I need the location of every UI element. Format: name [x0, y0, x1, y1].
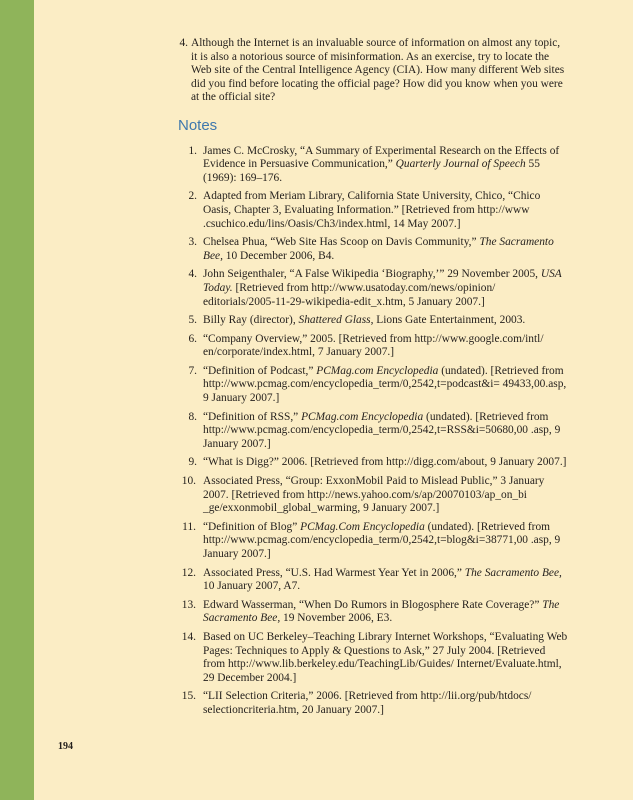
note-item: [181, 236, 568, 263]
note-number: 14.: [181, 630, 196, 643]
note-title: USA Today.: [203, 268, 562, 294]
note-text: Billy Ray (director),: [203, 314, 299, 327]
note-text-end: 55 (1969): 169–176.: [203, 158, 540, 184]
note-text-end: (undated). [Retrieved from http://www.pcmag.com/encyclopedia_term/0,2542,t=blog&i=38771,00 .asp, 9 January 2007.]: [203, 520, 561, 560]
note-title: PCMag.com Encyclopedia: [301, 410, 424, 423]
note-title: The Sacramento Bee,: [464, 566, 562, 579]
note-item: [181, 690, 568, 717]
notes-list: [181, 145, 568, 718]
note-item: [181, 521, 568, 562]
note-number: 6.: [188, 332, 197, 345]
note-title: PCMag.com Encyclopedia: [316, 364, 439, 377]
note-item: [181, 456, 568, 470]
notes-heading: Notes: [178, 116, 218, 134]
exercise-item: [178, 37, 568, 105]
note-item: [181, 475, 568, 516]
note-number: 1.: [188, 144, 197, 157]
note-item: [181, 190, 568, 231]
page-number: 194: [58, 741, 73, 752]
note-text: “What is Digg?” 2006. [Retrieved from http://digg.com/about, 9 January 2007.]: [203, 456, 567, 469]
note-title: Quarterly Journal of Speech: [395, 158, 526, 171]
note-item: [181, 599, 568, 626]
note-title: Shattered Glass: [298, 314, 371, 327]
note-text-end: 10 December 2006, B4.: [222, 249, 335, 262]
note-title: The Sacramento Bee,: [203, 236, 554, 262]
note-text-end: , Lions Gate Entertainment, 2003.: [370, 314, 526, 327]
note-text: Based on UC Berkeley–Teaching Library Internet Workshops, “Evaluating Web Pages: Techniques to Apply & Questions to Ask,” 27 July 2004. [Retrieved from http://www.lib.berkeley.edu/TeachingLib/Guides/ Internet/Evaluate.html, 29 December 2004.]: [203, 630, 568, 684]
note-text: “Definition of RSS,”: [203, 410, 302, 423]
note-number: 2.: [188, 190, 197, 203]
note-item: [181, 268, 568, 309]
note-item: [181, 631, 568, 685]
note-text-end: 19 November 2006, E3.: [280, 612, 393, 625]
note-text: “Definition of Blog”: [203, 520, 301, 533]
note-text: Edward Wasserman, “When Do Rumors in Blogosphere Rate Coverage?”: [203, 598, 543, 611]
note-number: 8.: [188, 410, 197, 423]
note-number: 3.: [188, 236, 197, 249]
note-text: Associated Press, “Group: ExxonMobil Paid to Mislead Public,” 3 January 2007. [Retrieved from http://news.yahoo.com/s/ap/20070103/ap_on_bi _ge/exxonmobil_global_warming, 9 January 2007.]: [203, 475, 545, 515]
note-title: PCMag.Com Encyclopedia: [300, 520, 425, 533]
page-edge-bar: [0, 0, 34, 800]
note-number: 9.: [188, 456, 197, 469]
note-text-end: (undated). [Retrieved from http://www.pcmag.com/encyclopedia_term/0,2542,t=podcast&i= 49433,00.asp, 9 January 2007.]: [203, 364, 567, 405]
note-text: James C. McCrosky, “A Summary of Experimental Research on the Effects of Evidence in Persuasive Communication,”: [203, 144, 560, 171]
note-text: John Seigenthaler, “A False Wikipedia ‘Biography,’” 29 November 2005,: [203, 268, 541, 281]
note-number: 7.: [188, 364, 197, 377]
exercise-number: 4.: [179, 37, 188, 49]
note-number: 5.: [188, 314, 197, 327]
note-item: [181, 567, 568, 594]
note-number: 15.: [181, 690, 196, 703]
note-number: 4.: [188, 268, 197, 281]
note-text: Associated Press, “U.S. Had Warmest Year Yet in 2006,”: [203, 566, 465, 579]
page-content: [178, 37, 568, 723]
exercise-text: Although the Internet is an invaluable source of information on almost any topic, it is also a notorious source of misinformation. As an exercise, try to locate the Web site of the Central Intelligence Agency (CIA). How many different Web sites did you find before locating the official page? How did you know when you were at the official site?: [191, 37, 565, 104]
note-text: “LII Selection Criteria,” 2006. [Retrieved from http://lii.org/pub/htdocs/ selectioncriteria.htm, 20 January 2007.]: [203, 690, 532, 716]
note-text: Chelsea Phua, “Web Site Has Scoop on Davis Community,”: [203, 236, 480, 249]
note-number: 12.: [181, 566, 196, 579]
note-text-end: 10 January 2007, A7.: [203, 580, 301, 593]
note-item: [181, 411, 568, 452]
note-text: Adapted from Meriam Library, California State University, Chico, “Chico Oasis, Chapter 3, Evaluating Information.” [Retrieved from http://www .csuchico.edu/lins/Oasis/Ch3/index.html, 14 May 2007.]: [203, 190, 541, 230]
note-text-end: [Retrieved from http://www.usatoday.com/news/opinion/ editorials/2005-11-29-wikipedia-edit_x.htm, 5 January 2007.]: [203, 281, 496, 308]
note-item: [181, 145, 568, 186]
note-text: “Company Overview,” 2005. [Retrieved from http://www.google.com/intl/ en/corporate/index.html, 7 January 2007.]: [203, 332, 544, 359]
note-text-end: (undated). [Retrieved from http://www.pcmag.com/encyclopedia_term/0,2542,t=RSS&i=50680,00 .asp, 9 January 2007.]: [203, 410, 561, 450]
note-item: [181, 333, 568, 360]
note-number: 11.: [182, 520, 196, 533]
note-number: 10.: [181, 475, 196, 488]
note-item: [181, 314, 568, 328]
note-title: The Sacramento Bee,: [203, 598, 560, 625]
note-item: [181, 365, 568, 406]
note-text: “Definition of Podcast,”: [203, 364, 317, 377]
note-number: 13.: [181, 598, 196, 611]
